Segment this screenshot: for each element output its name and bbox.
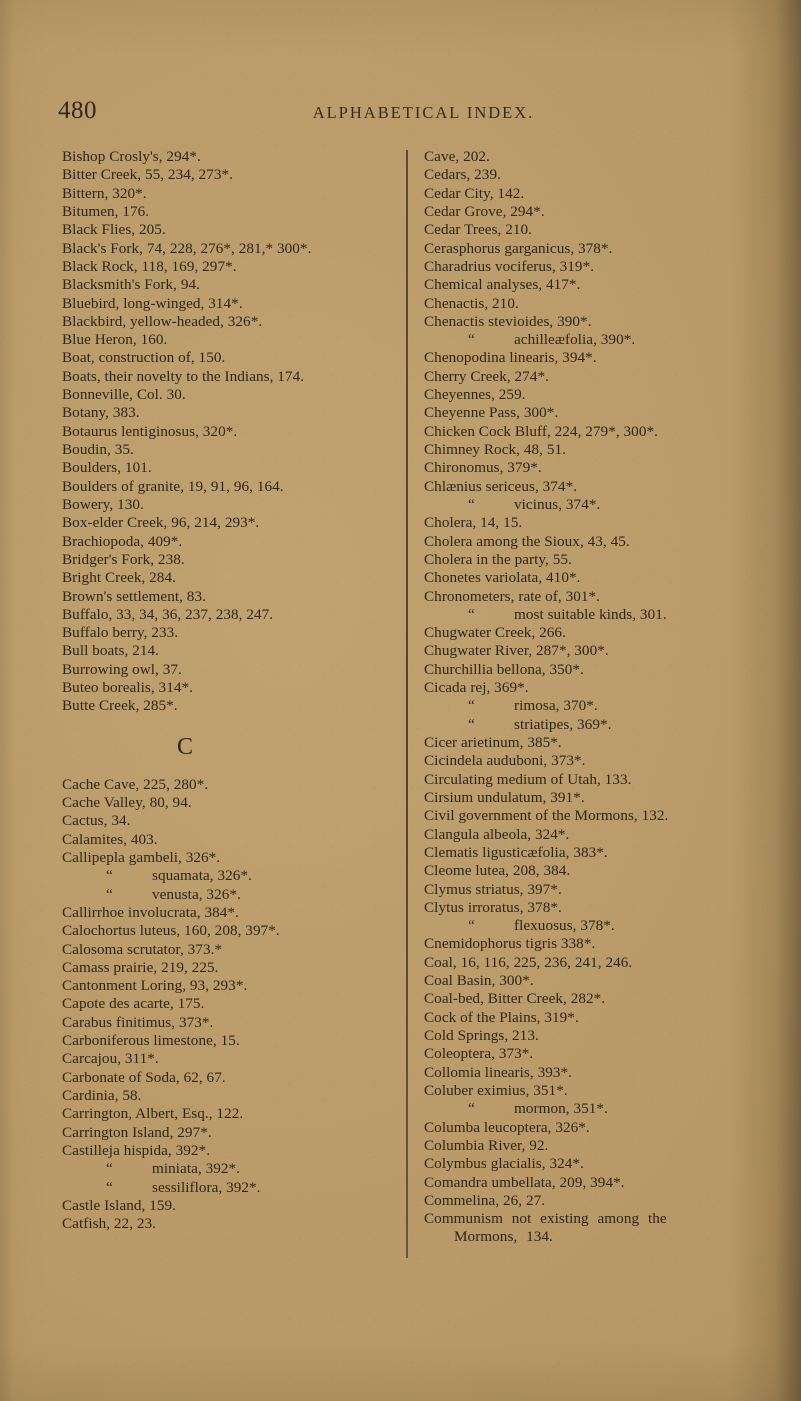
index-entry-text: Columba leucoptera, 326*. bbox=[424, 1118, 590, 1136]
index-entry bbox=[62, 478, 394, 496]
index-entry-text: Civil government of the Mormons, 132. bbox=[424, 807, 669, 825]
index-entry-text: Calosoma scrutator, 373.* bbox=[62, 940, 223, 958]
index-entry-text: Cave, 202. bbox=[424, 148, 490, 165]
index-columns bbox=[0, 148, 801, 1288]
index-entry-text: Boats, their novelty to the Indians, 174. bbox=[62, 367, 305, 385]
ditto-mark: “ bbox=[468, 331, 475, 349]
ditto-mark: “ bbox=[106, 867, 113, 885]
index-entry bbox=[62, 368, 394, 386]
index-entry bbox=[424, 313, 764, 331]
index-entry bbox=[424, 1027, 764, 1045]
index-entry bbox=[424, 917, 764, 935]
ditto-mark: “ bbox=[106, 885, 113, 903]
index-entry bbox=[62, 1124, 394, 1142]
index-entry-text: Buteo borealis, 314*. bbox=[62, 679, 193, 697]
index-entry-text: mormon, 351*. bbox=[514, 1100, 608, 1118]
index-entry bbox=[62, 349, 394, 367]
index-entry-text: Cicer arietinum, 385*. bbox=[424, 734, 562, 751]
index-entry bbox=[424, 588, 764, 606]
index-entry-text: Blue Heron, 160. bbox=[62, 331, 168, 349]
index-entry-text: achilleæfolia, 390*. bbox=[514, 331, 636, 349]
column-divider-rule bbox=[406, 150, 408, 1258]
index-entry-text: Cantonment Loring, 93, 293*. bbox=[62, 977, 248, 995]
index-entry bbox=[424, 716, 764, 734]
index-entry bbox=[424, 881, 764, 899]
index-entry bbox=[62, 221, 394, 239]
index-entry bbox=[62, 941, 394, 959]
index-entry bbox=[424, 166, 764, 184]
running-head: ALPHABETICAL INDEX. bbox=[312, 103, 535, 122]
index-entry-text: Boulders of granite, 19, 91, 96, 164. bbox=[62, 477, 284, 495]
index-entry-text: Collomia linearis, 393*. bbox=[424, 1063, 572, 1081]
index-entry bbox=[62, 776, 394, 794]
index-entry bbox=[424, 1155, 764, 1173]
index-entry bbox=[62, 331, 394, 349]
index-entry-text: Cholera in the party, 55. bbox=[424, 550, 572, 568]
index-entry bbox=[424, 972, 764, 990]
index-entry-text: Buffalo, 33, 34, 36, 237, 238, 247. bbox=[62, 605, 274, 623]
index-entry-text: Blackbird, yellow-headed, 326*. bbox=[62, 312, 263, 330]
index-entry bbox=[424, 899, 764, 917]
index-entry-text: Comandra umbellata, 209, 394*. bbox=[424, 1173, 625, 1191]
index-entry-text: Clymus striatus, 397*. bbox=[424, 880, 562, 898]
index-entry-text: Carabus finitimus, 373*. bbox=[62, 1013, 214, 1031]
index-entry-text: striatipes, 369*. bbox=[514, 715, 612, 733]
index-entry bbox=[62, 831, 394, 849]
index-entry bbox=[424, 642, 764, 660]
index-entry-text: Cleome lutea, 208, 384. bbox=[424, 862, 571, 880]
index-entry bbox=[424, 826, 764, 844]
index-entry bbox=[62, 551, 394, 569]
letter-section-heading: C bbox=[176, 733, 193, 760]
index-entry bbox=[62, 1142, 394, 1160]
index-entry-text: Cholera among the Sioux, 43, 45. bbox=[424, 532, 630, 550]
index-entry bbox=[424, 1009, 764, 1027]
index-entry-text: Bridger's Fork, 238. bbox=[62, 550, 185, 568]
index-entry-text: Coleoptera, 373*. bbox=[424, 1045, 534, 1063]
index-entry bbox=[424, 844, 764, 862]
index-entry bbox=[424, 404, 764, 422]
index-entry-text: Castle Island, 159. bbox=[62, 1196, 176, 1214]
index-entry-text: Chugwater Creek, 266. bbox=[424, 624, 566, 642]
index-entry-continuation: Mormons, 134. bbox=[454, 1228, 553, 1246]
index-entry bbox=[62, 240, 394, 258]
index-entry bbox=[424, 514, 764, 532]
index-entry bbox=[424, 221, 764, 239]
index-entry-text: Brown's settlement, 83. bbox=[62, 587, 206, 605]
index-entry bbox=[62, 697, 394, 715]
index-entry-text: Blacksmith's Fork, 94. bbox=[62, 276, 200, 294]
index-entry-text: Cerasphorus garganicus, 378*. bbox=[424, 239, 613, 257]
index-entry-text: Chicken Cock Bluff, 224, 279*, 300*. bbox=[424, 422, 658, 440]
index-entry bbox=[62, 1032, 394, 1050]
index-entry-text: Cardinia, 58. bbox=[62, 1087, 142, 1104]
index-entry bbox=[424, 569, 764, 587]
index-entry-text: Burrowing owl, 37. bbox=[62, 660, 182, 678]
index-entry bbox=[62, 1179, 394, 1197]
index-entry bbox=[424, 697, 764, 715]
index-entry-text: Bishop Crosly's, 294*. bbox=[62, 148, 201, 165]
index-entry bbox=[62, 1050, 394, 1068]
index-entry bbox=[62, 904, 394, 922]
index-entry bbox=[424, 1210, 764, 1247]
index-entry bbox=[62, 849, 394, 867]
index-entry bbox=[62, 588, 394, 606]
index-entry-text: Cedar Grove, 294*. bbox=[424, 202, 545, 220]
index-entry-text: miniata, 392*. bbox=[152, 1160, 241, 1178]
index-entry-text: Clangula albeola, 324*. bbox=[424, 825, 570, 843]
index-entry-text: Coal-bed, Bitter Creek, 282*. bbox=[424, 990, 606, 1008]
index-entry bbox=[424, 1100, 764, 1118]
index-entry-text: Chugwater River, 287*, 300*. bbox=[424, 642, 609, 660]
index-entry-text: flexuosus, 378*. bbox=[514, 917, 615, 935]
index-entry bbox=[424, 441, 764, 459]
index-entry-text: Cedar City, 142. bbox=[424, 184, 525, 202]
index-entry-text: Cnemidophorus tigris 338*. bbox=[424, 935, 596, 953]
index-entry-text: Buffalo berry, 233. bbox=[62, 624, 179, 642]
index-entry bbox=[62, 313, 394, 331]
index-entry-text: most suitable kinds, 301. bbox=[514, 605, 667, 623]
index-entry bbox=[424, 368, 764, 386]
index-entry-text: Boudin, 35. bbox=[62, 441, 134, 458]
index-entry bbox=[424, 496, 764, 514]
index-entry-text: Carboniferous limestone, 15. bbox=[62, 1032, 240, 1050]
index-entry bbox=[62, 1160, 394, 1178]
index-entry bbox=[424, 551, 764, 569]
index-column-right bbox=[424, 148, 764, 1247]
index-entry bbox=[62, 258, 394, 276]
index-entry bbox=[424, 624, 764, 642]
index-entry-text: Carrington, Albert, Esq., 122. bbox=[62, 1105, 244, 1123]
page-number: 480 bbox=[58, 97, 97, 124]
index-entry bbox=[62, 496, 394, 514]
index-entry-text: Calochortus luteus, 160, 208, 397*. bbox=[62, 922, 280, 940]
index-entry bbox=[424, 789, 764, 807]
index-entry bbox=[62, 624, 394, 642]
index-entry-text: Chenactis, 210. bbox=[424, 294, 519, 312]
index-entry-text: Callipepla gambeli, 326*. bbox=[62, 848, 221, 866]
index-entry bbox=[62, 1215, 394, 1233]
ditto-mark: “ bbox=[106, 1178, 113, 1196]
index-entry bbox=[62, 166, 394, 184]
index-entry-text: Chlænius sericeus, 374*. bbox=[424, 477, 578, 495]
index-entry bbox=[62, 185, 394, 203]
index-entry bbox=[62, 867, 394, 885]
index-entry-text: Cold Springs, 213. bbox=[424, 1027, 539, 1044]
index-entry bbox=[62, 959, 394, 977]
index-entry bbox=[424, 185, 764, 203]
index-entry bbox=[62, 977, 394, 995]
index-entry bbox=[424, 533, 764, 551]
index-entry bbox=[424, 954, 764, 972]
index-entry-text: Bull boats, 214. bbox=[62, 642, 159, 660]
index-entry-text: Chironomus, 379*. bbox=[424, 459, 542, 477]
index-entry bbox=[424, 1082, 764, 1100]
index-entry-text: rimosa, 370*. bbox=[514, 697, 598, 715]
index-entry-text: Chenopodina linearis, 394*. bbox=[424, 349, 597, 367]
index-entry-text: Calamites, 403. bbox=[62, 830, 158, 848]
index-entry-text: Cedars, 239. bbox=[424, 166, 501, 184]
page-header bbox=[0, 96, 801, 130]
index-entry bbox=[424, 752, 764, 770]
index-entry-text: Carrington Island, 297*. bbox=[62, 1123, 212, 1141]
index-entry-text: Churchillia bellona, 350*. bbox=[424, 660, 584, 678]
index-entry-text: Cedar Trees, 210. bbox=[424, 221, 532, 239]
index-entry-text: sessiliflora, 392*. bbox=[152, 1178, 261, 1196]
index-entry-text: Chimney Rock, 48, 51. bbox=[424, 441, 566, 458]
index-entry-text: Bowery, 130. bbox=[62, 495, 144, 513]
ditto-mark: “ bbox=[468, 495, 475, 513]
index-entry bbox=[62, 148, 394, 166]
index-entry-text: Camass prairie, 219, 225. bbox=[62, 958, 219, 976]
index-entry bbox=[62, 1069, 394, 1087]
index-entry-text: Cherry Creek, 274*. bbox=[424, 367, 549, 385]
index-entry bbox=[424, 240, 764, 258]
index-entry bbox=[62, 1087, 394, 1105]
index-entry bbox=[62, 642, 394, 660]
index-entry bbox=[424, 349, 764, 367]
index-entry-text: Cactus, 34. bbox=[62, 812, 131, 830]
index-entry bbox=[424, 1045, 764, 1063]
index-entry bbox=[62, 1105, 394, 1123]
index-entry-text: Cock of the Plains, 319*. bbox=[424, 1008, 579, 1026]
index-entry bbox=[62, 1197, 394, 1215]
index-entry-text: Chronometers, rate of, 301*. bbox=[424, 587, 601, 605]
index-entry-text: Bright Creek, 284. bbox=[62, 569, 176, 587]
index-entry-text: Columbia River, 92. bbox=[424, 1136, 549, 1154]
index-entry-text: Black Flies, 205. bbox=[62, 221, 166, 239]
index-entry bbox=[62, 794, 394, 812]
index-entry bbox=[62, 459, 394, 477]
index-entry-text: Clytus irroratus, 378*. bbox=[424, 898, 562, 916]
index-entry-text: Bitter Creek, 55, 234, 273*. bbox=[62, 166, 233, 184]
index-entry bbox=[424, 1192, 764, 1210]
index-entry-text: Botany, 383. bbox=[62, 404, 140, 422]
index-entry bbox=[62, 276, 394, 294]
index-entry-text: Butte Creek, 285*. bbox=[62, 697, 178, 715]
index-entry bbox=[424, 734, 764, 752]
index-entry-text: Communism not existing among the bbox=[424, 1210, 667, 1228]
index-entry-text: Bitumen, 176. bbox=[62, 202, 150, 220]
index-entry-text: Cheyenne Pass, 300*. bbox=[424, 404, 559, 422]
index-entry-text: Cheyennes, 259. bbox=[424, 386, 526, 404]
index-entry bbox=[424, 661, 764, 679]
index-entry-text: Botaurus lentiginosus, 320*. bbox=[62, 422, 238, 440]
index-entry bbox=[424, 1137, 764, 1155]
index-entry bbox=[424, 679, 764, 697]
index-entry bbox=[424, 203, 764, 221]
index-entry bbox=[62, 679, 394, 697]
index-entry-text: Bonneville, Col. 30. bbox=[62, 386, 186, 404]
index-entry-text: Chenactis stevioides, 390*. bbox=[424, 312, 592, 330]
index-entry bbox=[424, 276, 764, 294]
index-entry bbox=[62, 203, 394, 221]
index-entry bbox=[62, 441, 394, 459]
index-entry bbox=[62, 606, 394, 624]
index-entry-text: Coluber eximius, 351*. bbox=[424, 1081, 568, 1099]
index-entry bbox=[424, 807, 764, 825]
index-entry bbox=[62, 1014, 394, 1032]
index-entry-text: Bluebird, long-winged, 314*. bbox=[62, 294, 243, 312]
index-entry-text: Brachiopoda, 409*. bbox=[62, 532, 183, 550]
index-entry-text: Charadrius vociferus, 319*. bbox=[424, 257, 595, 275]
ditto-mark: “ bbox=[468, 697, 475, 715]
index-entry-text: Cicindela auduboni, 373*. bbox=[424, 752, 586, 770]
index-entry bbox=[424, 148, 764, 166]
index-entry-text: Catfish, 22, 23. bbox=[62, 1215, 157, 1233]
index-entry-text: Cache Cave, 225, 280*. bbox=[62, 775, 209, 793]
index-entry bbox=[62, 533, 394, 551]
index-entry-text: Commelina, 26, 27. bbox=[424, 1191, 546, 1209]
index-entry-text: Boulders, 101. bbox=[62, 459, 152, 477]
index-entry bbox=[62, 569, 394, 587]
index-entry bbox=[424, 935, 764, 953]
index-entry bbox=[62, 423, 394, 441]
index-entry bbox=[424, 1174, 764, 1192]
index-entry-text: Chemical analyses, 417*. bbox=[424, 276, 581, 294]
index-entry bbox=[424, 606, 764, 624]
index-entry-text: Circulating medium of Utah, 133. bbox=[424, 770, 632, 788]
index-column-left bbox=[62, 148, 394, 1234]
index-entry bbox=[62, 386, 394, 404]
index-entry bbox=[424, 478, 764, 496]
index-entry bbox=[424, 862, 764, 880]
index-entry-text: Chonetes variolata, 410*. bbox=[424, 569, 581, 587]
index-entry bbox=[424, 423, 764, 441]
index-entry bbox=[424, 386, 764, 404]
index-entry-text: Colymbus glacialis, 324*. bbox=[424, 1155, 584, 1173]
ditto-mark: “ bbox=[468, 605, 475, 623]
index-entry-text: Clematis ligusticæfolia, 383*. bbox=[424, 843, 608, 861]
index-entry-text: vicinus, 374*. bbox=[514, 495, 601, 513]
index-entry-text: Callirrhoe involucrata, 384*. bbox=[62, 903, 239, 921]
ditto-mark: “ bbox=[468, 1100, 475, 1118]
index-entry-text: Carcajou, 311*. bbox=[62, 1050, 159, 1068]
index-entry-text: Cholera, 14, 15. bbox=[424, 514, 523, 532]
index-entry bbox=[424, 1119, 764, 1137]
ditto-mark: “ bbox=[468, 917, 475, 935]
index-entry-text: Carbonate of Soda, 62, 67. bbox=[62, 1068, 226, 1086]
index-entry bbox=[424, 1064, 764, 1082]
index-entry bbox=[62, 404, 394, 422]
index-entry bbox=[62, 922, 394, 940]
index-entry-text: squamata, 326*. bbox=[152, 867, 252, 885]
index-entry-text: Cache Valley, 80, 94. bbox=[62, 794, 192, 811]
index-entry bbox=[424, 331, 764, 349]
index-entry-text: Castilleja hispida, 392*. bbox=[62, 1141, 211, 1159]
index-entry bbox=[424, 258, 764, 276]
ditto-mark: “ bbox=[468, 715, 475, 733]
index-entry bbox=[424, 295, 764, 313]
index-entry bbox=[62, 514, 394, 532]
index-entry-text: Boat, construction of, 150. bbox=[62, 349, 226, 367]
index-entry bbox=[62, 295, 394, 313]
index-entry-text: Black's Fork, 74, 228, 276*, 281,* 300*. bbox=[62, 239, 312, 257]
index-entry-text: venusta, 326*. bbox=[152, 885, 241, 903]
index-entry-text: Black Rock, 118, 169, 297*. bbox=[62, 257, 237, 275]
index-entry-text: Cicada rej, 369*. bbox=[424, 679, 529, 697]
index-entry-text: Capote des acarte, 175. bbox=[62, 995, 205, 1013]
index-entry-text: Cirsium undulatum, 391*. bbox=[424, 788, 585, 806]
index-entry bbox=[62, 812, 394, 830]
index-entry bbox=[424, 771, 764, 789]
index-entry bbox=[424, 459, 764, 477]
index-entry-text: Box-elder Creek, 96, 214, 293*. bbox=[62, 514, 260, 532]
index-entry-text: Bittern, 320*. bbox=[62, 184, 147, 202]
index-entry-text: Coal Basin, 300*. bbox=[424, 972, 534, 990]
index-entry bbox=[424, 990, 764, 1008]
ditto-mark: “ bbox=[106, 1160, 113, 1178]
index-entry bbox=[62, 995, 394, 1013]
index-entry bbox=[62, 886, 394, 904]
index-entry-text: Coal, 16, 116, 225, 236, 241, 246. bbox=[424, 953, 633, 971]
index-entry bbox=[62, 661, 394, 679]
